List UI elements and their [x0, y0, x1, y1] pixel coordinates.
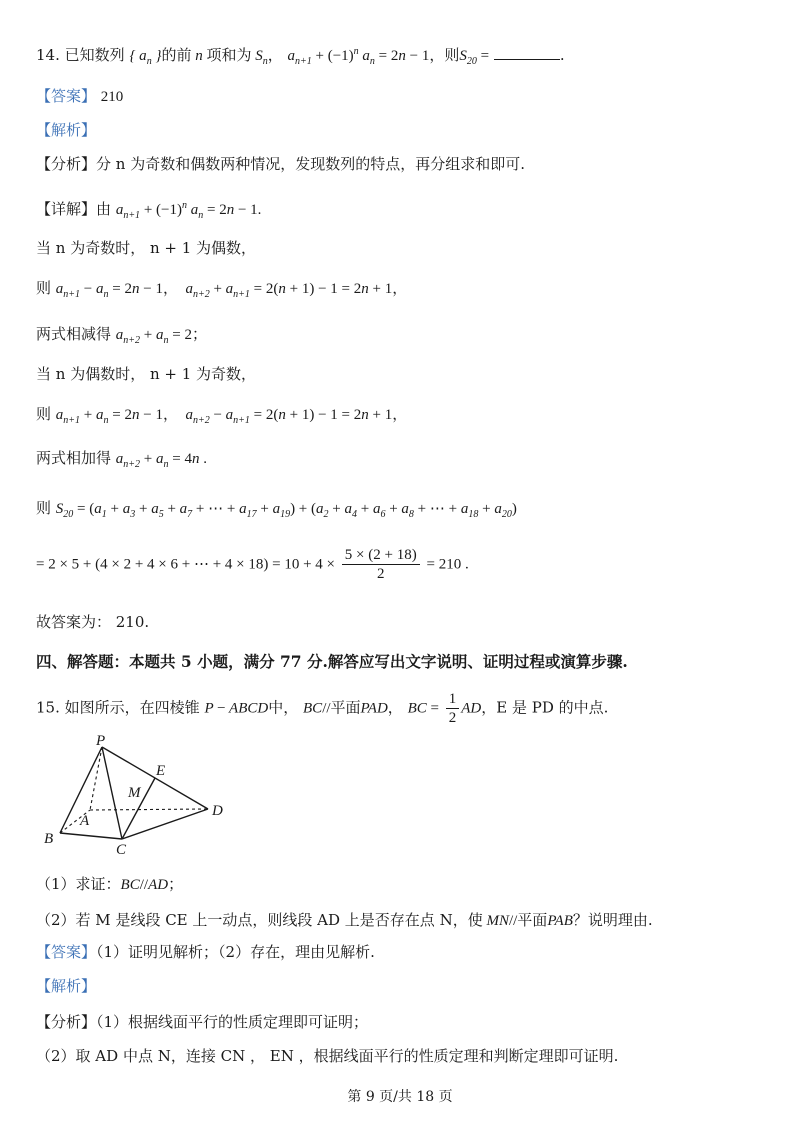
label-M: M [128, 785, 141, 801]
q14-stem: 14. 已知数列 { $a_n$ }的前 n 项和为 $S_n$， $a_{n+1} + (-1)^n$ $a_n = 2n - 1$，则$S_{20}$ = . [36, 46, 565, 67]
label-E: E [156, 763, 166, 779]
case-odd: 当 n 为奇数时， n + 1 为偶数， [36, 239, 257, 257]
xiangjie-line-14: 【详解】由 $a_{n+1} + (-1)^n$ $a_n = 2n - 1$. [36, 200, 262, 221]
even-equations: 则 $a_{n+1} + a_n = 2n - 1$， $a_{n+2} - a_{n+1} = 2(n + 1) - 1 = 2n + 1$， [36, 405, 408, 426]
subtract-line: 两式相减得 $a_{n+2} + a_n = 2$； [36, 325, 207, 346]
conclusion-14: 故答案为： 210. [36, 613, 150, 631]
edge-PC [102, 747, 122, 839]
answer-value: 210 [100, 89, 124, 105]
q14-number: 14. [36, 46, 60, 64]
label-D: D [212, 803, 223, 819]
edge-CD [122, 809, 208, 839]
answer-line-15: 【答案】（1）证明见解析；（2）存在，理由见解析. [36, 943, 375, 961]
edge-BC [60, 833, 122, 839]
fenxi-line-15a: 【分析】（1）根据线面平行的性质定理即可证明； [36, 1013, 369, 1031]
fenxi-line-15b: （2）取 AD 中点 N，连接 CN ， EN ，根据线面平行的性质定理和判断定理即可证明. [36, 1047, 619, 1065]
page-footer: 第 9 页/共 18 页 [347, 1089, 453, 1105]
label-A: A [80, 813, 90, 829]
edge-PA [90, 747, 102, 810]
analysis-tag-15: 【解析】 [36, 977, 97, 995]
fraction: $\frac{5 \times (2 + 18)}{2}$ [342, 546, 420, 583]
q15-part2: （2）若 M 是线段 CE 上一动点，则线段 AD 上是否存在点 N，使 MN//平面PAB？说明理由. [36, 911, 653, 929]
label-P: P [96, 735, 106, 749]
case-even: 当 n 为偶数时， n + 1 为奇数， [36, 365, 257, 383]
add-line: 两式相加得 $a_{n+2} + a_n = 4n$ . [36, 449, 207, 470]
pyramid-figure [40, 735, 240, 855]
answer-tag: 【答案】 [36, 87, 97, 105]
sum-evaluation: = 2 × 5 + (4 × 2 + 4 × 6 + ⋯ + 4 × 18) = 10 + 4 × $\frac{5 \times (2 + 18)}{2}$ = 210 . [36, 547, 469, 582]
sum-grouping: 则 $S_{20} = (a_1 + a_3 + a_5 + a_7$ + ⋯ + $a_{17} + a_{19}) + (a_2 + a_4 + a_6 + a_8$ + ⋯ + $a_{18} + a_{20}$) [36, 499, 517, 520]
analysis-tag-14: 【解析】 [36, 121, 97, 139]
label-C: C [116, 842, 127, 855]
fenxi-line-14: 【分析】分 n 为奇数和偶数两种情况，发现数列的特点，再分组求和即可. [36, 155, 525, 173]
label-B: B [44, 831, 54, 847]
edge-AD [90, 809, 208, 810]
q15-stem: 15. 如图所示，在四棱锥 P − ABCD中， BC//平面PAD， BC = $\frac{1}{2}$ AD，E 是 PD 的中点. [36, 691, 609, 726]
section-heading: 四、解答题：本题共 5 小题，满分 77 分.解答应写出文字说明、证明过程或演算步骤. [36, 652, 628, 671]
answer-blank [494, 45, 560, 60]
odd-equations: 则 $a_{n+1} - a_n = 2n - 1$， $a_{n+2} + a_{n+1} = 2(n + 1) - 1 = 2n + 1$， [36, 279, 408, 300]
answer-line-14 [36, 84, 123, 109]
q15-number: 15. [36, 698, 60, 717]
q15-part1: （1）求证：BC//AD； [36, 875, 184, 893]
